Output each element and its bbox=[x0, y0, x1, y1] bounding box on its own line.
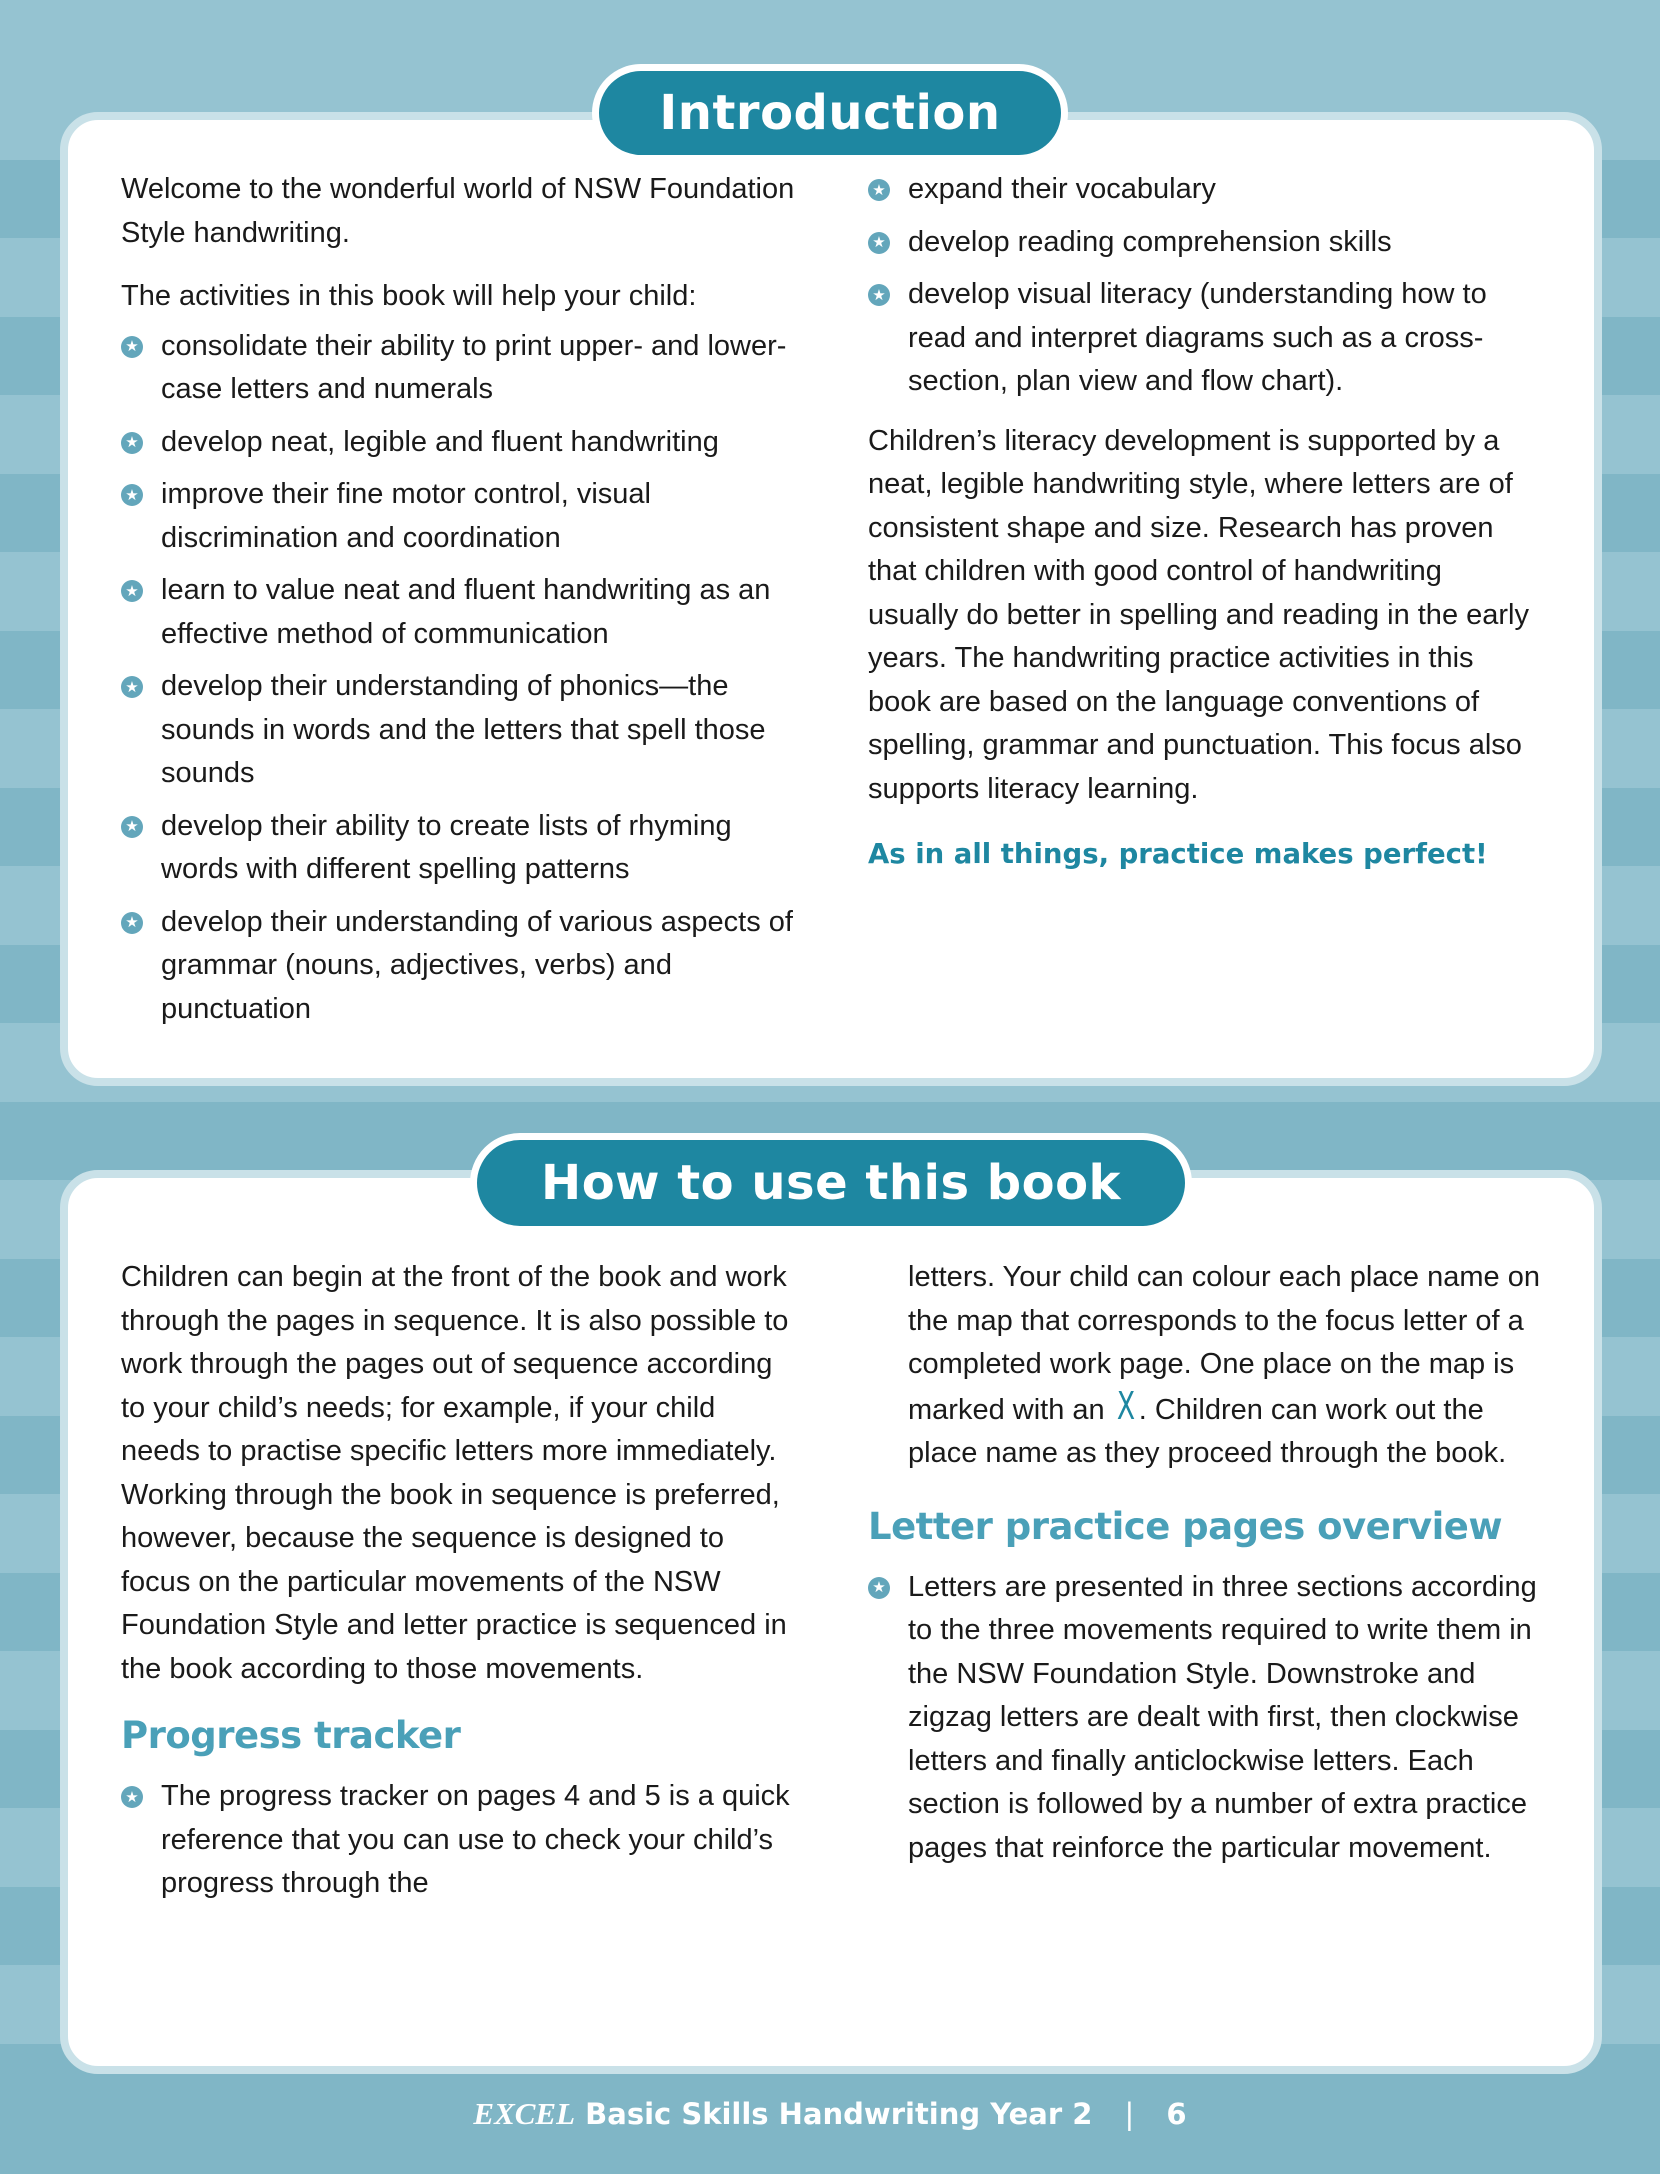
list-item: ★ develop their understanding of phonics—the sounds in words and the letters that spell those sounds bbox=[121, 665, 801, 796]
star-bullet-icon: ★ bbox=[868, 1577, 890, 1599]
how-to-use-right-column bbox=[868, 1256, 1548, 1879]
literacy-paragraph: Children’s literacy development is supported by a neat, legible handwriting style, where letters are of consistent shape and size. Research has proven that children with good control of handwriting usually do better in spelling and reading in the early years. The handwriting practice activities in this book are based on the language conventions of spelling, grammar and punctuation. This focus also supports literacy learning. bbox=[868, 424, 1529, 805]
progress-tracker-heading: Progress tracker bbox=[121, 1714, 461, 1757]
list-item: ★ Letters are presented in three sections according to the three movements required to write them in the NSW Foundation Style. Downstroke and zigzag letters are dealt with first, then clockwise letters and finally anticlockwise letters. Each section is followed by a number of extra practice pages that reinforce the particular movement. bbox=[868, 1566, 1548, 1871]
star-bullet-icon: ★ bbox=[121, 912, 143, 934]
list-item: ★ develop their ability to create lists of rhyming words with different spelling patterns bbox=[121, 805, 801, 892]
star-bullet-icon: ★ bbox=[121, 336, 143, 358]
page-number: 6 bbox=[1166, 2097, 1187, 2131]
list-item: ★ develop their understanding of various aspects of grammar (nouns, adjectives, verbs) and punctuation bbox=[121, 901, 801, 1032]
how-to-use-title: How to use this book bbox=[470, 1133, 1192, 1233]
letter-practice-list bbox=[868, 1566, 1548, 1871]
star-bullet-icon: ★ bbox=[121, 580, 143, 602]
x-mark-icon: X bbox=[1116, 1383, 1135, 1428]
lead-paragraph: The activities in this book will help your child: bbox=[121, 280, 697, 312]
list-item: ★ improve their fine motor control, visual discrimination and coordination bbox=[121, 473, 801, 560]
benefits-list-right bbox=[868, 168, 1538, 404]
star-bullet-icon: ★ bbox=[121, 1786, 143, 1808]
introduction-left-column bbox=[121, 168, 801, 1040]
introduction-title: Introduction bbox=[592, 64, 1068, 162]
list-item: ★ learn to value neat and fluent handwriting as an effective method of communication bbox=[121, 569, 801, 656]
star-bullet-icon: ★ bbox=[121, 816, 143, 838]
progress-tracker-continued: letters. Your child can colour each place name on the map that corresponds to the focus letter of a completed work page. One place on the map is marked with an X . Children can work out the place name as they proceed through the book. bbox=[908, 1261, 1540, 1469]
list-item: ★ develop reading comprehension skills bbox=[868, 221, 1538, 265]
progress-tracker-list bbox=[121, 1775, 801, 1906]
brand-logo: EXCEL bbox=[473, 2096, 576, 2131]
star-bullet-icon: ★ bbox=[868, 232, 890, 254]
how-to-use-intro-paragraph: Children can begin at the front of the book and work through the pages in sequence. It is also possible to work through the pages out of sequence according to your child’s needs; for example, if your child needs to practise specific letters more immediately. Working through the book in sequence is preferred, however, because the sequence is designed to focus on the particular movements of the NSW Foundation Style and letter practice is sequenced in the book according to those movements. bbox=[121, 1261, 789, 1685]
list-item: ★ develop neat, legible and fluent handwriting bbox=[121, 421, 801, 465]
welcome-paragraph: Welcome to the wonderful world of NSW Foundation Style handwriting. bbox=[121, 173, 795, 249]
how-to-use-left-column bbox=[121, 1256, 801, 1915]
book-title: Basic Skills Handwriting Year 2 bbox=[585, 2097, 1093, 2131]
list-item: ★ consolidate their ability to print upper- and lower-case letters and numerals bbox=[121, 325, 801, 412]
star-bullet-icon: ★ bbox=[121, 676, 143, 698]
list-item: ★ expand their vocabulary bbox=[868, 168, 1538, 212]
letter-practice-heading: Letter practice pages overview bbox=[868, 1504, 1503, 1548]
list-item: ★ The progress tracker on pages 4 and 5 is a quick reference that you can use to check your child’s progress through the bbox=[121, 1775, 801, 1906]
star-bullet-icon: ★ bbox=[868, 284, 890, 306]
benefits-list-left bbox=[121, 325, 801, 1032]
introduction-right-column bbox=[868, 168, 1538, 897]
star-bullet-icon: ★ bbox=[868, 179, 890, 201]
list-item: ★ develop visual literacy (understanding how to read and interpret diagrams such as a cross-section, plan view and flow chart). bbox=[868, 273, 1538, 404]
star-bullet-icon: ★ bbox=[121, 484, 143, 506]
closing-statement: As in all things, practice makes perfect! bbox=[868, 838, 1488, 870]
star-bullet-icon: ★ bbox=[121, 432, 143, 454]
page-footer bbox=[0, 2096, 1660, 2132]
footer-separator: | bbox=[1124, 2097, 1135, 2131]
